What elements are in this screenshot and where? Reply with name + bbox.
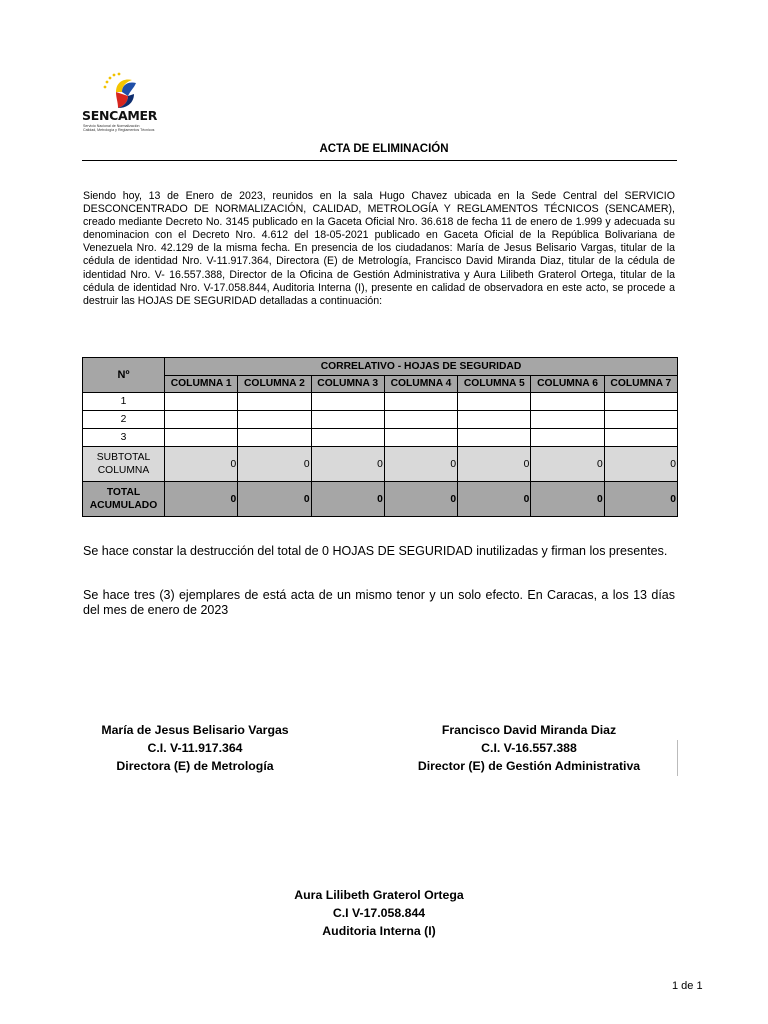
title-divider [82, 160, 677, 161]
subtotal-row [83, 447, 678, 482]
logo-tagline-line-1: Servicio Nacional de Normalización [83, 124, 140, 128]
total-row [83, 482, 678, 517]
table-row [83, 393, 678, 411]
table-cell [165, 411, 238, 429]
subtotal-value: 0 [311, 447, 384, 482]
table-cell [311, 393, 384, 411]
column-header: COLUMNA 6 [531, 375, 604, 393]
signature-block-left [70, 721, 320, 775]
signer-id: C.I V-17.058.844 [332, 906, 426, 920]
table-header-number: Nº [83, 358, 165, 393]
logo-tagline [83, 124, 154, 132]
signer-name: Francisco David Miranda Diaz [441, 723, 617, 737]
table-cell [311, 411, 384, 429]
column-header: COLUMNA 2 [238, 375, 311, 393]
signature-block-bottom [254, 886, 504, 940]
table-cell [604, 411, 677, 429]
table-column-headers [83, 375, 678, 393]
table-cell [238, 393, 311, 411]
subtotal-value: 0 [531, 447, 604, 482]
destruction-statement: Se hace constar la destrucción del total de 0 HOJAS DE SEGURIDAD inutilizadas y firman los presentes. [83, 544, 668, 558]
table-group-header: CORRELATIVO - HOJAS DE SEGURIDAD [165, 358, 678, 376]
column-header: COLUMNA 7 [604, 375, 677, 393]
table-cell [311, 429, 384, 447]
table-row [83, 429, 678, 447]
row-number: 1 [83, 393, 165, 411]
signer-role: Directora (E) de Metrología [116, 759, 274, 773]
subtotal-value: 0 [604, 447, 677, 482]
row-number: 2 [83, 411, 165, 429]
total-label: TOTAL ACUMULADO [83, 482, 165, 517]
page-number: 1 de 1 [672, 980, 703, 992]
total-value: 0 [311, 482, 384, 517]
signature-divider [677, 740, 678, 776]
table-cell [531, 429, 604, 447]
signer-id: C.I. V-11.917.364 [147, 741, 243, 755]
table-cell [531, 393, 604, 411]
subtotal-value: 0 [165, 447, 238, 482]
table-cell [384, 393, 457, 411]
table-cell [165, 393, 238, 411]
table-cell [458, 411, 531, 429]
sencamer-emblem-icon [94, 70, 144, 110]
signature-block-right [394, 721, 664, 775]
copies-statement: Se hace tres (3) ejemplares de está acta de un mismo tenor y un solo efecto. En Caracas, a los 13 días del mes de enero de 2023 [83, 588, 675, 617]
total-value: 0 [604, 482, 677, 517]
total-value: 0 [238, 482, 311, 517]
total-value: 0 [458, 482, 531, 517]
column-header: COLUMNA 3 [311, 375, 384, 393]
subtotal-label: SUBTOTAL COLUMNA [83, 447, 165, 482]
security-sheets-table [82, 357, 678, 517]
column-header: COLUMNA 4 [384, 375, 457, 393]
column-header: COLUMNA 5 [458, 375, 531, 393]
table-row [83, 411, 678, 429]
signer-name: Aura Lilibeth Graterol Ortega [294, 888, 464, 902]
signer-role: Director (E) de Gestión Administrativa [417, 759, 641, 773]
signer-role: Auditoria Interna (I) [322, 924, 436, 938]
table-cell [238, 411, 311, 429]
table-cell [604, 393, 677, 411]
column-header: COLUMNA 1 [165, 375, 238, 393]
table-cell [604, 429, 677, 447]
table-cell [238, 429, 311, 447]
table-cell [531, 411, 604, 429]
logo-tagline-line-2: Calidad, Metrología y Reglamentos Técnicos [83, 128, 155, 132]
subtotal-value: 0 [384, 447, 457, 482]
sencamer-logo [82, 70, 162, 132]
total-value: 0 [165, 482, 238, 517]
row-number: 3 [83, 429, 165, 447]
signer-id: C.I. V-16.557.388 [481, 741, 577, 755]
total-value: 0 [531, 482, 604, 517]
logo-name: SENCAMER [82, 108, 158, 123]
table-cell [458, 393, 531, 411]
subtotal-value: 0 [458, 447, 531, 482]
subtotal-value: 0 [238, 447, 311, 482]
total-value: 0 [384, 482, 457, 517]
act-paragraph: Siendo hoy, 13 de Enero de 2023, reunidos en la sala Hugo Chavez ubicada en la Sede Central del SERVICIO DESCONCENTRADO DE NORMALIZACIÓN, CALIDAD, METROLOGÍA Y REGLAMENTOS TÉCNICOS (SENCAMER), creado mediante Decreto No. 3145 publicado en la Gaceta Oficial Nro. 36.618 de fecha 11 de enero de 1.999 y adecuada su denominacion con el Decreto Nro. 4.612 del 18-05-2021 publicado en Gaceta Oficial de la República Bolivariana de Venezuela Nro. 42.129 de la misma fecha. En presencia de los ciudadanos: María de Jesus Belisario Vargas, titular de la cédula de identidad Nro. V-11.917.364, Directora (E) de Metrología, Francisco David Miranda Diaz, titular de la cédula de identidad Nro. V- 16.557.388, Director de la Oficina de Gestión Administrativa y Aura Lilibeth Graterol Ortega, titular de la cédula de identidad Nro. V-17.058.844, Auditoria Interna (I), presente en calidad de observadora en este acto, se procede a destruir las HOJAS DE SEGURIDAD detalladas a continuación: [83, 190, 675, 307]
document-title: ACTA DE ELIMINACIÓN [319, 143, 449, 155]
table-cell [165, 429, 238, 447]
signer-name: María de Jesus Belisario Vargas [101, 723, 289, 737]
table-cell [458, 429, 531, 447]
table-cell [384, 429, 457, 447]
table-cell [384, 411, 457, 429]
